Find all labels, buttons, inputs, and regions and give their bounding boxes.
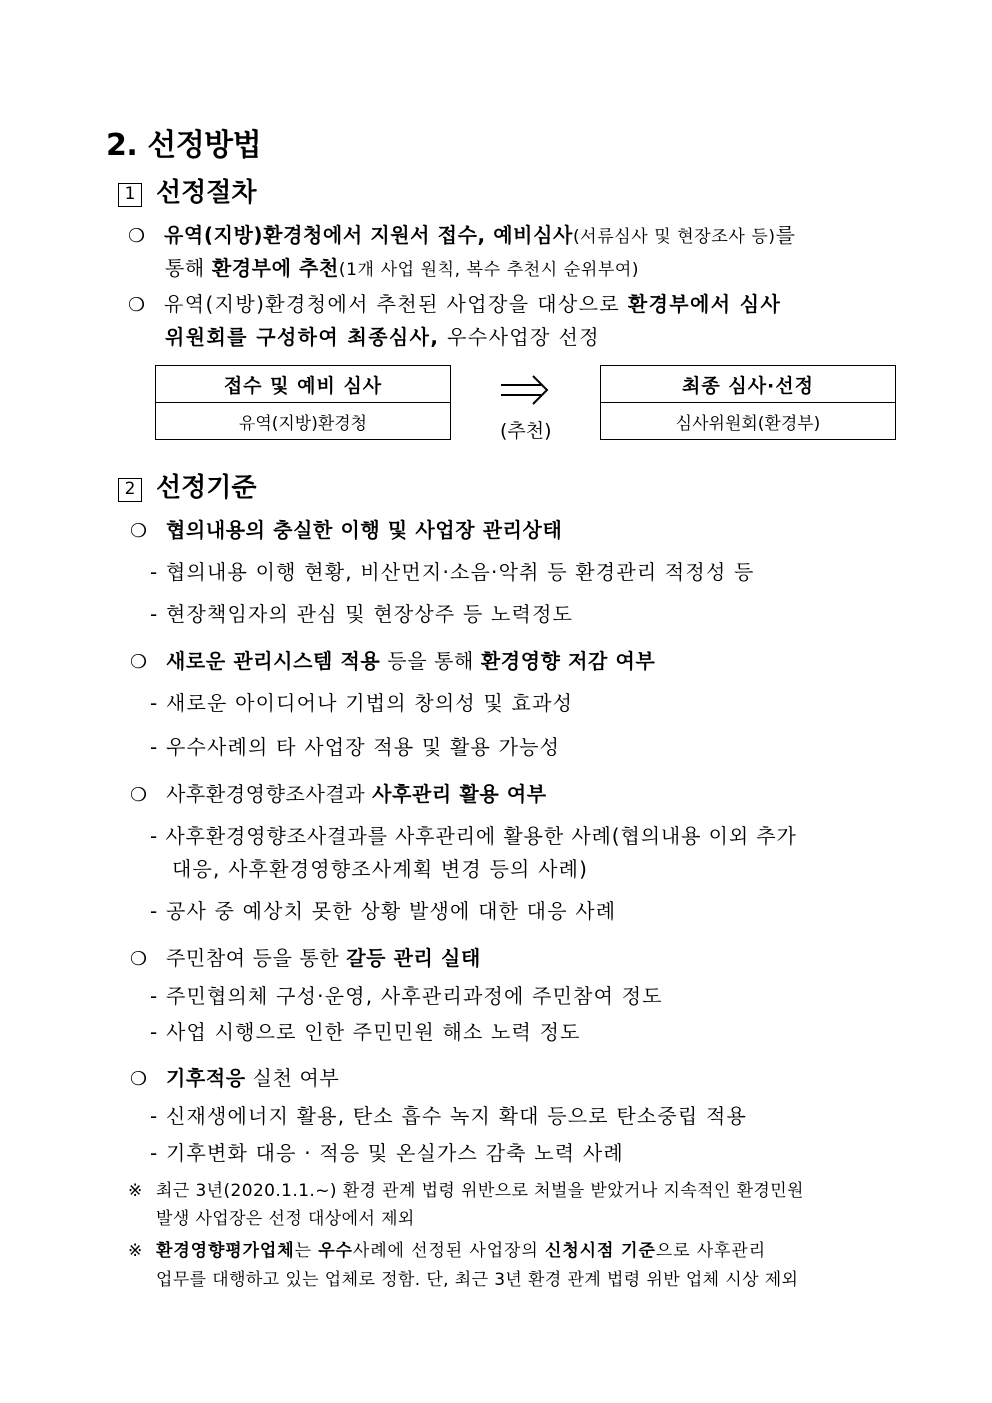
flow-arrow-label: (추천) <box>500 420 552 442</box>
subsection-title: 선정기준 <box>156 473 257 503</box>
flow-box-left <box>155 365 451 440</box>
note-1: ※ 최근 3년(2020.1.1.~) 환경 관계 법령 위반으로 처벌을 받았거나 지속적인 환경민원 <box>128 1181 804 1201</box>
procedure-item-2: ❍ 유역(지방)환경청에서 추천된 사업장을 대상으로 환경부에서 심사 <box>128 292 782 316</box>
criteria-3-detail-1-cont: 대응, 사후환경영향조사계획 변경 등의 사례) <box>172 857 589 881</box>
flow-right-head: 최종 심사·선정 <box>601 366 896 403</box>
circle-bullet-icon: ❍ <box>128 225 146 247</box>
criteria-4-detail-1: - 주민협의체 구성·운영, 사후관리과정에 주민참여 정도 <box>150 984 663 1008</box>
criteria-3-detail-2: - 공사 중 예상치 못한 상황 발생에 대한 대응 사례 <box>150 899 617 923</box>
criteria-2-detail-2: - 우수사례의 타 사업장 적용 및 활용 가능성 <box>150 735 561 759</box>
note-1-cont: 발생 사업장은 선정 대상에서 제외 <box>156 1209 415 1229</box>
circle-bullet-icon: ❍ <box>130 948 148 970</box>
flow-box-right <box>600 365 896 440</box>
circle-bullet-icon: ❍ <box>130 1068 148 1090</box>
flow-right-body: 심사위원회(환경부) <box>601 403 896 440</box>
criteria-item-3: ❍ 사후환경영향조사결과 사후관리 활용 여부 <box>130 782 547 806</box>
note-2-cont: 업무를 대행하고 있는 업체로 정함. 단, 최근 3년 환경 관계 법령 위반 업체 시상 제외 <box>156 1270 799 1290</box>
note-2: ※ 환경영향평가업체는 우수사례에 선정된 사업장의 신청시점 기준으로 사후관리 <box>128 1241 767 1261</box>
procedure-item-1-cont: 통해 환경부에 추천(1개 사업 원칙, 복수 추천시 순위부여) <box>165 256 640 280</box>
subsection-number: 1 <box>118 183 142 207</box>
criteria-5-detail-2: - 기후변화 대응 · 적응 및 온실가스 감축 노력 사례 <box>150 1141 624 1165</box>
subsection-heading-procedure <box>118 172 256 209</box>
criteria-item-2: ❍ 새로운 관리시스템 적용 등을 통해 환경영향 저감 여부 <box>130 649 656 673</box>
reference-mark-icon: ※ <box>128 1181 143 1201</box>
circle-bullet-icon: ❍ <box>130 651 148 673</box>
subsection-title: 선정절차 <box>156 178 257 208</box>
circle-bullet-icon: ❍ <box>130 520 148 542</box>
circle-bullet-icon: ❍ <box>128 294 147 316</box>
criteria-2-detail-1: - 새로운 아이디어나 기법의 창의성 및 효과성 <box>150 691 574 715</box>
criteria-item-5: ❍ 기후적응 실천 여부 <box>130 1066 340 1090</box>
subsection-heading-criteria <box>118 467 256 504</box>
reference-mark-icon: ※ <box>128 1241 144 1261</box>
criteria-1-detail-2: - 현장책임자의 관심 및 현장상주 등 노력정도 <box>150 602 574 626</box>
procedure-item-2-cont: 위원회를 구성하여 최종심사, 우수사업장 선정 <box>165 325 600 349</box>
criteria-item-1: ❍ 협의내용의 충실한 이행 및 사업장 관리상태 <box>130 518 563 542</box>
double-arrow-icon <box>499 374 551 408</box>
section-title: 2. 선정방법 <box>106 128 262 163</box>
criteria-1-detail-1: - 협의내용 이행 현황, 비산먼지·소음·악취 등 환경관리 적정성 등 <box>150 560 755 584</box>
flow-left-body: 유역(지방)환경청 <box>156 403 451 440</box>
criteria-4-detail-2: - 사업 시행으로 인한 주민민원 해소 노력 정도 <box>150 1020 581 1044</box>
procedure-item-1: ❍ 유역(지방)환경청에서 지원서 접수, 예비심사(서류심사 및 현장조사 등)를 <box>128 223 796 247</box>
criteria-item-4: ❍ 주민참여 등을 통한 갈등 관리 실태 <box>130 946 481 970</box>
criteria-3-detail-1: - 사후환경영향조사결과를 사후관리에 활용한 사례(협의내용 이외 추가 <box>150 824 797 848</box>
subsection-number: 2 <box>118 478 142 502</box>
criteria-5-detail-1: - 신재생에너지 활용, 탄소 흡수 녹지 확대 등으로 탄소중립 적용 <box>150 1104 747 1128</box>
circle-bullet-icon: ❍ <box>130 784 148 806</box>
flow-left-head: 접수 및 예비 심사 <box>156 366 451 403</box>
